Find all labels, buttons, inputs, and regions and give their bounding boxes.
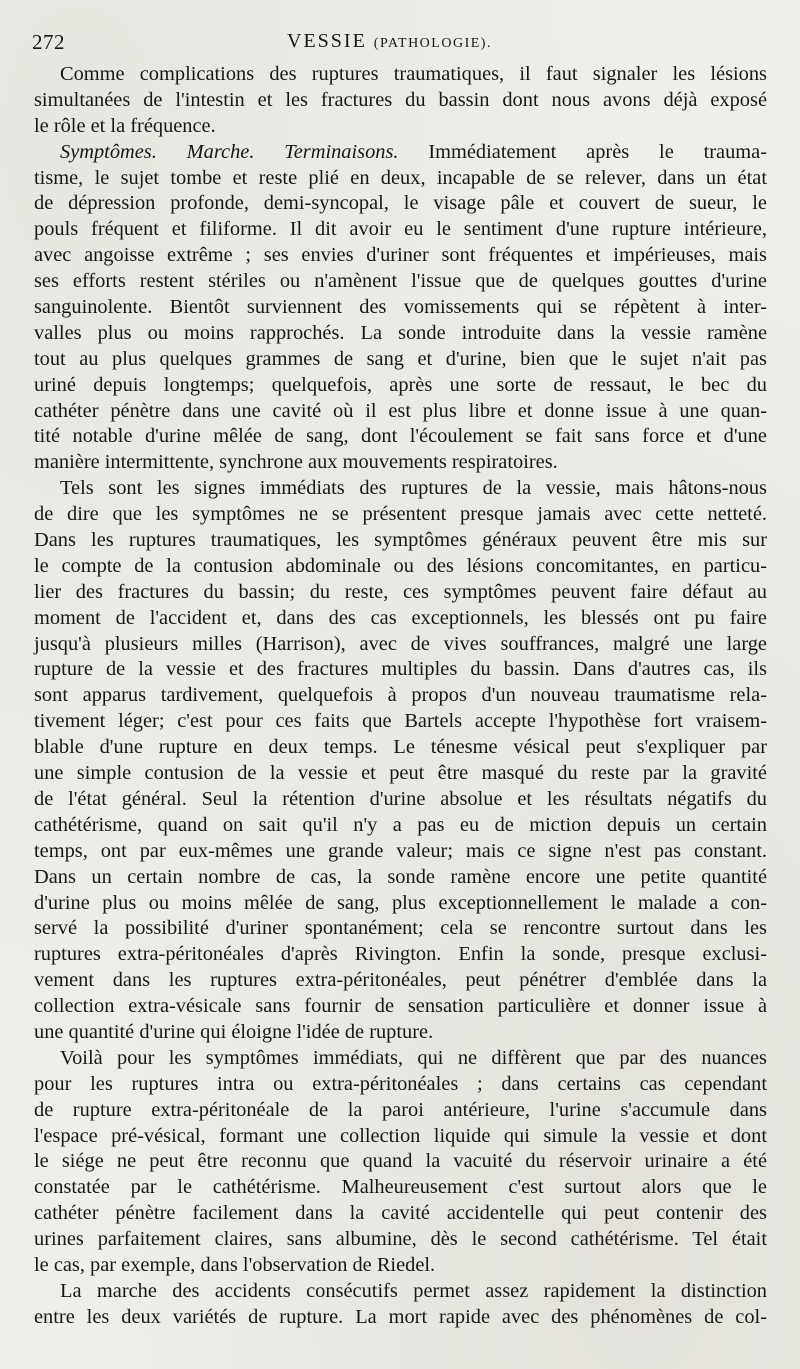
running-head: [32, 30, 772, 60]
text-line: une quantité d'urine qui éloigne l'idée de rupture.: [34, 1020, 434, 1043]
text-line: sanguinolente. Bientôt surviennent des vomissements qui se répètent à inter-: [34, 296, 767, 319]
text-line: de dépression profonde, demi-syncopal, le visage pâle et couvert de sueur, le: [34, 192, 767, 215]
text-line: Tels sont les signes immédiats des ruptures de la vessie, mais hâtons-nous: [60, 477, 767, 500]
running-title-main: VESSIE: [287, 30, 367, 52]
text-line: temps, ont par eux-mêmes une grande valeur; mais ce signe n'est pas constant.: [34, 839, 767, 862]
text-line: entre les deux variétés de rupture. La mort rapide avec des phénomènes de col-: [34, 1305, 767, 1328]
text-line: Dans les ruptures traumatiques, les symptômes généraux peuvent être mis sur: [34, 529, 767, 552]
text-line: uriné depuis longtemps; quelquefois, après une sorte de ressaut, le bec du: [34, 373, 767, 396]
running-title: [287, 30, 492, 53]
text-line: d'urine plus ou moins mêlée de sang, plus exceptionnellement le malade a con-: [34, 891, 767, 914]
text-line: simultanées de l'intestin et les fractures du bassin dont nous avons déjà exposé: [34, 88, 767, 111]
text-line: pour les ruptures intra ou extra-péritonéales ; dans certains cas cependant: [34, 1072, 767, 1095]
text-line: cathéter pénètre dans une cavité où il est plus libre et donne issue à une quan-: [34, 399, 767, 422]
text-line: tité notable d'urine mêlée de sang, dont l'écoulement se fait sans force et d'une: [34, 425, 767, 448]
text-line: vement dans les ruptures extra-péritonéales, peut pénétrer d'emblée dans la: [34, 969, 767, 992]
text-line: cathéter pénètre facilement dans la cavité accidentelle qui peut contenir des: [34, 1202, 767, 1225]
text-line: le rôle et la fréquence.: [34, 114, 216, 137]
text-line: Comme complications des ruptures traumatiques, il faut signaler les lésions: [60, 63, 767, 85]
text-line: le siége ne peut être reconnu que quand la vacuité du réservoir urinaire a été: [34, 1150, 767, 1173]
text-line: l'espace pré-vésical, formant une collection liquide qui simule la vessie et dont: [34, 1124, 767, 1147]
text-line: valles plus ou moins rapprochés. La sonde introduite dans la vessie ramène: [34, 321, 767, 344]
text-line: ruptures extra-péritonéales d'après Rivington. Enfin la sonde, presque exclusi-: [34, 943, 767, 966]
text-line: rupture de la vessie et des fractures multiples du bassin. Dans d'autres cas, ils: [34, 658, 767, 681]
text-fragment: Immédiatement après le trauma-: [428, 140, 767, 163]
text-line: pouls fréquent et filiforme. Il dit avoir eu le sentiment d'une rupture intérieure,: [34, 218, 767, 241]
text-line: moment de l'accident et, dans des cas exceptionnels, les blessés ont pu faire: [34, 606, 767, 629]
section-heading-line: [34, 140, 767, 166]
text-line: La marche des accidents consécutifs permet assez rapidement la distinction: [60, 1279, 767, 1302]
text-line: avec angoisse extrême ; ses envies d'uriner sont fréquentes et impérieuses, mais: [34, 244, 767, 267]
text-line: jusqu'à plusieurs milles (Harrison), avec de vives souffrances, malgré une large: [34, 632, 767, 655]
text-line: tivement léger; c'est pour ces faits que Bartels accepte l'hypothèse fort vraisem-: [34, 710, 767, 733]
body-text: [34, 62, 767, 1331]
text-line: de dire que les symptômes ne se présentent presque jamais avec cette netteté.: [34, 503, 767, 526]
text-line: collection extra-vésicale sans fournir de sensation particulière et donner issue à: [34, 995, 767, 1018]
text-line: constatée par le cathétérisme. Malheureusement c'est surtout alors que le: [34, 1176, 767, 1199]
text-line: manière intermittente, synchrone aux mouvements respiratoires.: [34, 451, 558, 474]
text-line: blable d'une rupture en deux temps. Le ténesme vésical peut s'expliquer par: [34, 736, 767, 759]
text-line: une simple contusion de la vessie et peut être masqué du reste par la gravité: [34, 762, 767, 785]
text-line: de rupture extra-péritonéale de la paroi antérieure, l'urine s'accumule dans: [34, 1098, 767, 1121]
text-line: Voilà pour les symptômes immédiats, qui ne diffèrent que par des nuances: [60, 1046, 767, 1069]
text-line: urines parfaitement claires, sans albumine, dès le second cathétérisme. Tel était: [34, 1228, 767, 1251]
text-line: servé la possibilité d'uriner spontanément; cela se rencontre surtout dans les: [34, 917, 767, 940]
section-heading: Symptômes. Marche. Terminaisons.: [60, 140, 399, 163]
page-number: 272: [32, 30, 65, 54]
text-line: ses efforts restent stériles ou n'amènent l'issue que de quelques gouttes d'urine: [34, 270, 767, 293]
running-title-subtitle: (PATHOLOGIE).: [373, 36, 492, 51]
text-line: tout au plus quelques grammes de sang et d'urine, bien que le sujet n'ait pas: [34, 347, 767, 370]
text-line: lier des fractures du bassin; du reste, ces symptômes peuvent faire défaut au: [34, 580, 767, 603]
text-line: cathétérisme, quand on sait qu'il n'y a pas eu de miction depuis un certain: [34, 813, 767, 836]
text-line: tisme, le sujet tombe et reste plié en deux, incapable de se relever, dans un état: [34, 166, 767, 189]
text-line: de l'état général. Seul la rétention d'urine absolue et les résultats négatifs du: [34, 787, 767, 810]
text-line: le compte de la contusion abdominale ou des lésions concomitantes, en particu-: [34, 554, 767, 577]
text-line: le cas, par exemple, dans l'observation de Riedel.: [34, 1253, 436, 1276]
text-line: sont apparus tardivement, quelquefois à propos d'un nouveau traumatisme rela-: [34, 684, 767, 707]
text-line: Dans un certain nombre de cas, la sonde ramène encore une petite quantité: [34, 865, 767, 888]
